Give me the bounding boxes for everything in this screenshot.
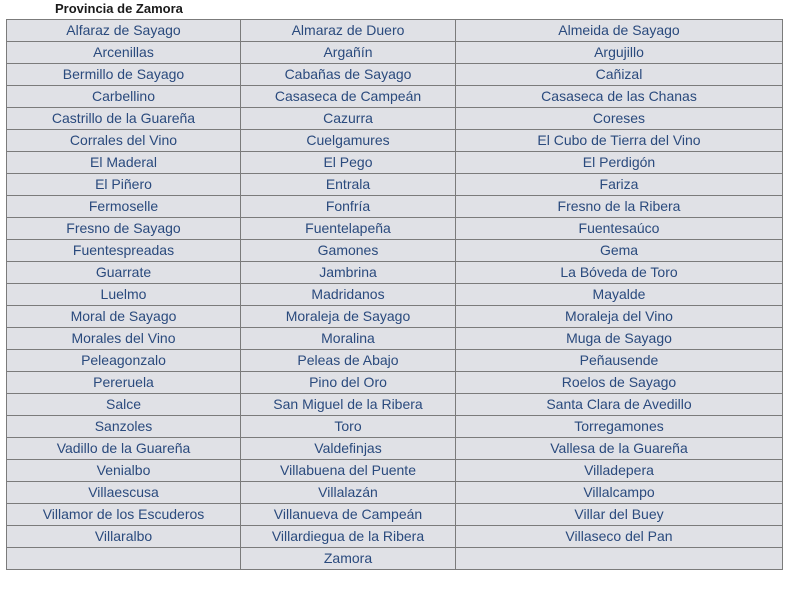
table-row bbox=[7, 130, 783, 152]
municipality-cell: Coreses bbox=[456, 108, 783, 130]
municipality-cell: Torregamones bbox=[456, 416, 783, 438]
municipality-cell: Villardiegua de la Ribera bbox=[241, 526, 456, 548]
municipality-cell: Alfaraz de Sayago bbox=[7, 20, 241, 42]
municipality-cell: La Bóveda de Toro bbox=[456, 262, 783, 284]
municipality-cell: Muga de Sayago bbox=[456, 328, 783, 350]
municipality-cell: Peleagonzalo bbox=[7, 350, 241, 372]
municipality-cell: Entrala bbox=[241, 174, 456, 196]
municipality-cell: Peñausende bbox=[456, 350, 783, 372]
province-title: Provincia de Zamora bbox=[55, 1, 183, 16]
table-row bbox=[7, 20, 783, 42]
municipality-cell: Fresno de Sayago bbox=[7, 218, 241, 240]
municipality-cell: Moralina bbox=[241, 328, 456, 350]
table-row bbox=[7, 460, 783, 482]
municipality-cell: Salce bbox=[7, 394, 241, 416]
municipality-cell: Villamor de los Escuderos bbox=[7, 504, 241, 526]
municipality-cell: El Maderal bbox=[7, 152, 241, 174]
municipality-cell: Madridanos bbox=[241, 284, 456, 306]
municipality-cell: Sanzoles bbox=[7, 416, 241, 438]
municipality-cell: Villaralbo bbox=[7, 526, 241, 548]
table-row bbox=[7, 42, 783, 64]
municipality-table-body bbox=[7, 20, 783, 570]
table-row bbox=[7, 196, 783, 218]
municipality-cell: Almeida de Sayago bbox=[456, 20, 783, 42]
municipality-cell: Moraleja de Sayago bbox=[241, 306, 456, 328]
municipality-cell bbox=[456, 548, 783, 570]
municipality-cell: El Pego bbox=[241, 152, 456, 174]
municipality-cell: San Miguel de la Ribera bbox=[241, 394, 456, 416]
table-row bbox=[7, 548, 783, 570]
municipality-cell: Villaescusa bbox=[7, 482, 241, 504]
municipality-cell: Cañizal bbox=[456, 64, 783, 86]
municipality-cell bbox=[7, 548, 241, 570]
municipality-cell: Casaseca de Campeán bbox=[241, 86, 456, 108]
municipality-cell: Villaseco del Pan bbox=[456, 526, 783, 548]
municipality-cell: Argujillo bbox=[456, 42, 783, 64]
municipality-cell: Casaseca de las Chanas bbox=[456, 86, 783, 108]
municipality-cell: Moraleja del Vino bbox=[456, 306, 783, 328]
municipality-cell: Valdefinjas bbox=[241, 438, 456, 460]
table-row bbox=[7, 218, 783, 240]
municipality-cell: Villabuena del Puente bbox=[241, 460, 456, 482]
table-row bbox=[7, 152, 783, 174]
municipality-cell: Moral de Sayago bbox=[7, 306, 241, 328]
table-row bbox=[7, 64, 783, 86]
municipality-cell: Zamora bbox=[241, 548, 456, 570]
municipality-cell: Arcenillas bbox=[7, 42, 241, 64]
table-row bbox=[7, 174, 783, 196]
table-row bbox=[7, 504, 783, 526]
municipality-cell: Jambrina bbox=[241, 262, 456, 284]
municipality-cell: El Perdigón bbox=[456, 152, 783, 174]
municipality-cell: Castrillo de la Guareña bbox=[7, 108, 241, 130]
municipality-cell: Fuentelapeña bbox=[241, 218, 456, 240]
municipality-cell: Fresno de la Ribera bbox=[456, 196, 783, 218]
municipality-cell: Villalazán bbox=[241, 482, 456, 504]
table-row bbox=[7, 350, 783, 372]
municipality-cell: Carbellino bbox=[7, 86, 241, 108]
municipality-cell: Bermillo de Sayago bbox=[7, 64, 241, 86]
table-row bbox=[7, 306, 783, 328]
municipality-cell: Mayalde bbox=[456, 284, 783, 306]
municipality-cell: Pereruela bbox=[7, 372, 241, 394]
municipality-cell: Villanueva de Campeán bbox=[241, 504, 456, 526]
municipality-cell: Fuentesaúco bbox=[456, 218, 783, 240]
table-row bbox=[7, 262, 783, 284]
municipality-cell: Venialbo bbox=[7, 460, 241, 482]
municipality-cell: Roelos de Sayago bbox=[456, 372, 783, 394]
municipality-cell: Vadillo de la Guareña bbox=[7, 438, 241, 460]
municipality-cell: Almaraz de Duero bbox=[241, 20, 456, 42]
municipality-table bbox=[6, 19, 783, 570]
municipality-cell: Fonfría bbox=[241, 196, 456, 218]
municipality-cell: Gamones bbox=[241, 240, 456, 262]
municipality-cell: Fariza bbox=[456, 174, 783, 196]
table-row bbox=[7, 284, 783, 306]
table-row bbox=[7, 526, 783, 548]
municipality-cell: Corrales del Vino bbox=[7, 130, 241, 152]
table-row bbox=[7, 86, 783, 108]
municipality-cell: Gema bbox=[456, 240, 783, 262]
municipality-cell: Fermoselle bbox=[7, 196, 241, 218]
municipality-cell: Vallesa de la Guareña bbox=[456, 438, 783, 460]
municipality-cell: Peleas de Abajo bbox=[241, 350, 456, 372]
municipality-cell: Toro bbox=[241, 416, 456, 438]
municipality-cell: Cuelgamures bbox=[241, 130, 456, 152]
municipality-cell: Argañín bbox=[241, 42, 456, 64]
municipality-cell: El Cubo de Tierra del Vino bbox=[456, 130, 783, 152]
municipality-cell: Pino del Oro bbox=[241, 372, 456, 394]
municipality-cell: Guarrate bbox=[7, 262, 241, 284]
municipality-cell: Morales del Vino bbox=[7, 328, 241, 350]
municipality-cell: Santa Clara de Avedillo bbox=[456, 394, 783, 416]
municipality-cell: Villalcampo bbox=[456, 482, 783, 504]
table-row bbox=[7, 482, 783, 504]
municipality-cell: El Piñero bbox=[7, 174, 241, 196]
municipality-cell: Cabañas de Sayago bbox=[241, 64, 456, 86]
municipality-cell: Fuentespreadas bbox=[7, 240, 241, 262]
municipality-cell: Villadepera bbox=[456, 460, 783, 482]
table-row bbox=[7, 372, 783, 394]
table-row bbox=[7, 416, 783, 438]
table-row bbox=[7, 328, 783, 350]
municipality-cell: Cazurra bbox=[241, 108, 456, 130]
table-row bbox=[7, 240, 783, 262]
table-row bbox=[7, 108, 783, 130]
table-row bbox=[7, 438, 783, 460]
municipality-cell: Luelmo bbox=[7, 284, 241, 306]
table-row bbox=[7, 394, 783, 416]
municipality-cell: Villar del Buey bbox=[456, 504, 783, 526]
